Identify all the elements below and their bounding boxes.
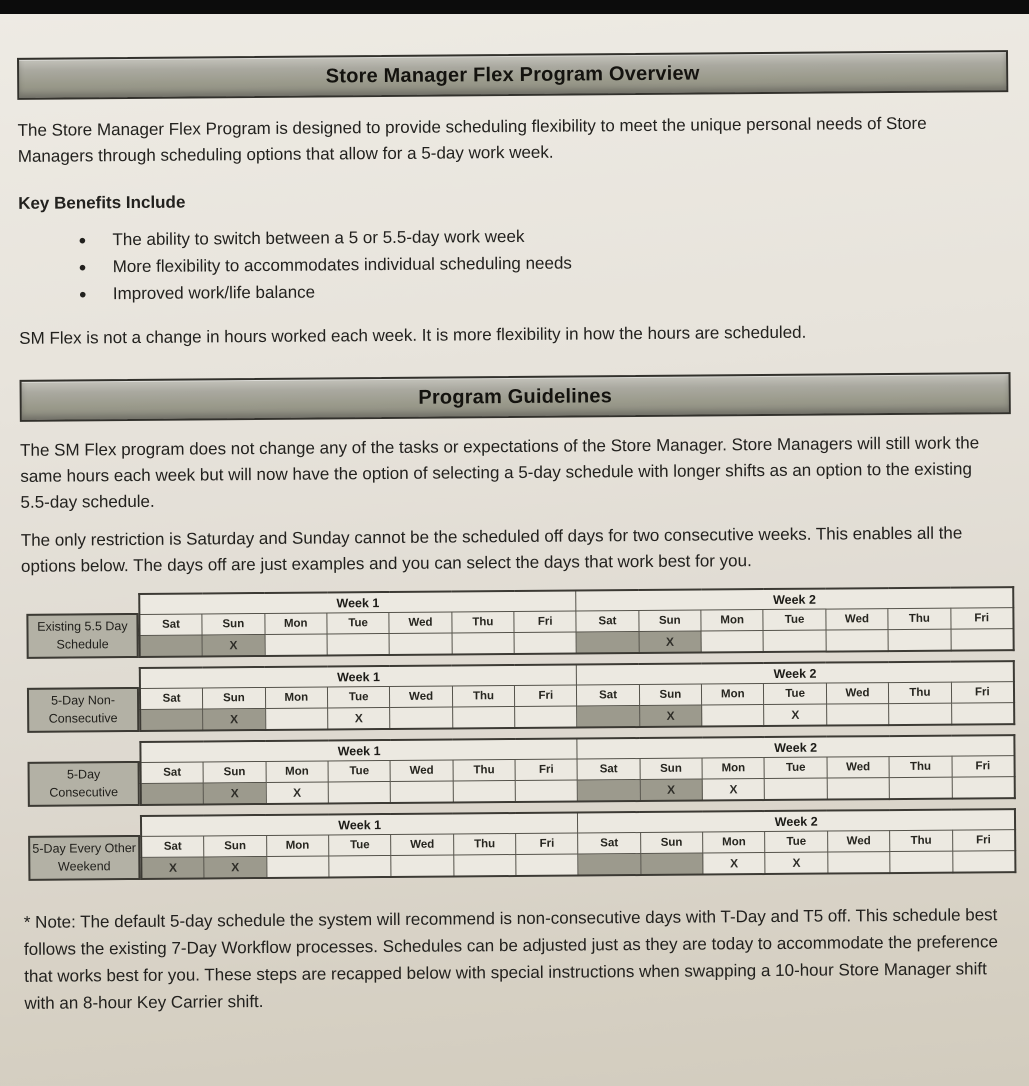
overview-title: Store Manager Flex Program Overview <box>325 62 700 87</box>
day-cell <box>265 634 328 656</box>
day-header: Thu <box>453 834 516 855</box>
day-cell <box>391 781 454 803</box>
day-header: Wed <box>390 686 453 707</box>
schedule-table <box>28 808 1016 881</box>
day-cell: X <box>639 705 702 727</box>
table-label-line: Existing 5.5 Day <box>37 619 128 634</box>
day-cell <box>889 777 952 799</box>
bullet-icon: ● <box>78 286 87 302</box>
day-header: Tue <box>765 831 828 852</box>
benefit-text: The ability to switch between a 5 or 5.5-day work week <box>112 226 525 250</box>
day-cell: X <box>639 631 702 653</box>
table-label-line: 5-Day Non- <box>50 693 116 708</box>
day-cell: X <box>702 779 765 801</box>
day-header: Sat <box>576 611 638 632</box>
schedule-table <box>27 660 1015 733</box>
schedule-grid <box>140 808 1017 880</box>
day-cell <box>951 703 1014 725</box>
day-header: Mon <box>266 761 329 782</box>
day-cell <box>391 855 454 877</box>
day-header: Fri <box>514 611 576 632</box>
day-header: Wed <box>391 834 454 855</box>
day-header: Thu <box>453 760 516 781</box>
guidelines-paragraph-2: The only restriction is Saturday and Sunday cannot be the scheduled off days for two consecutive weeks. This enables all the options below. The days off are just examples and you can select the days that work best for you. <box>20 523 963 576</box>
document-page <box>0 50 1029 1017</box>
day-header: Fri <box>515 685 577 706</box>
day-header: Sun <box>639 610 702 631</box>
day-cell <box>141 783 204 805</box>
sm-flex-note: SM Flex is not a change in hours worked each week. It is more flexibility in how the hours are scheduled. <box>19 322 807 348</box>
day-header: Sun <box>640 832 703 853</box>
day-cell <box>329 855 392 877</box>
day-header: Sat <box>140 688 203 709</box>
day-cell <box>701 631 764 653</box>
day-header: Sun <box>204 835 267 856</box>
bullet-icon: ● <box>78 259 87 275</box>
table-label <box>26 613 138 659</box>
day-cell <box>390 707 453 729</box>
day-header: Fri <box>952 830 1015 851</box>
benefits-list <box>16 219 1012 308</box>
day-cell <box>826 704 889 726</box>
day-header: Wed <box>389 612 452 633</box>
table-label-line: Consecutive <box>49 784 119 800</box>
day-header: Thu <box>452 686 515 707</box>
table-label-line: 5-Day Every Other <box>32 840 136 856</box>
day-cell <box>515 706 577 728</box>
day-cell <box>514 632 576 654</box>
day-cell <box>702 705 765 727</box>
day-cell <box>576 632 638 654</box>
day-cell <box>888 629 951 651</box>
day-header: Sat <box>141 836 204 857</box>
day-cell: X <box>266 782 329 804</box>
day-header: Sun <box>202 613 265 634</box>
benefits-heading: Key Benefits Include <box>18 192 186 213</box>
day-header: Mon <box>266 835 329 856</box>
day-header: Thu <box>452 612 515 633</box>
schedule-grid <box>139 734 1016 806</box>
day-header: Mon <box>264 613 327 634</box>
table-label <box>27 687 139 733</box>
week-header: Week 1 <box>141 813 578 837</box>
day-header: Fri <box>951 682 1014 703</box>
day-cell <box>328 781 391 803</box>
day-header: Mon <box>702 684 765 705</box>
week-header: Week 2 <box>577 661 1014 685</box>
day-cell <box>890 851 953 873</box>
day-cell: X <box>764 704 827 726</box>
day-cell <box>453 781 516 803</box>
day-cell <box>266 856 329 878</box>
day-header: Fri <box>952 756 1015 777</box>
day-header: Wed <box>827 757 890 778</box>
day-header: Sun <box>640 758 703 779</box>
day-cell <box>516 854 578 876</box>
week-header: Week 1 <box>140 739 577 763</box>
overview-title-bar <box>17 50 1008 100</box>
day-header: Wed <box>390 760 453 781</box>
day-cell: X <box>703 853 766 875</box>
schedule-table <box>26 586 1014 659</box>
week-header: Week 2 <box>578 809 1015 833</box>
day-cell <box>454 855 517 877</box>
day-cell <box>765 778 828 800</box>
day-header: Sat <box>578 833 640 854</box>
day-header: Mon <box>265 687 328 708</box>
week-header: Week 2 <box>577 735 1014 759</box>
day-header: Tue <box>763 609 826 630</box>
table-label-line: Consecutive <box>48 710 118 726</box>
day-cell <box>577 706 639 728</box>
day-header: Tue <box>764 757 827 778</box>
benefit-text: More flexibility to accommodates individual scheduling needs <box>112 253 572 277</box>
day-header: Sat <box>577 685 639 706</box>
day-cell <box>828 852 891 874</box>
footnote: * Note: The default 5-day schedule the system will recommend is non-consecutive days with T-Day and T5 off. This schedule best follows the existing 7-Day Workflow processes. Schedules can be adjusted just as they are today to accommodate the preference that works best for you. These steps are recapped below with special instructions when swapping a 10-hour Store Manager shift with an 8-hour Key Carrier shift. <box>23 905 998 1013</box>
day-cell <box>889 703 952 725</box>
bullet-icon: ● <box>78 232 87 248</box>
day-cell <box>139 635 202 657</box>
day-header: Fri <box>950 608 1013 629</box>
table-label <box>28 761 140 807</box>
day-cell: X <box>203 708 266 730</box>
day-header: Sat <box>139 614 202 635</box>
day-header: Sun <box>203 761 266 782</box>
day-cell <box>952 777 1015 799</box>
guidelines-title-bar <box>20 372 1011 422</box>
day-header: Wed <box>827 831 890 852</box>
day-cell <box>389 633 452 655</box>
day-cell: X <box>141 857 204 879</box>
guidelines-paragraph-1: The SM Flex program does not change any of the tasks or expectations of the Store Manager. Store Managers will still work the same hours each week but will now have the option of selecting a 5-day schedule with longer shifts as an option to the existing 5.5-day schedule. <box>20 433 980 512</box>
day-header: Sat <box>577 759 639 780</box>
day-cell <box>826 630 889 652</box>
day-header: Thu <box>888 608 951 629</box>
week-header: Week 1 <box>139 591 576 615</box>
schedule-tables <box>19 586 1016 881</box>
table-label-line: Schedule <box>56 636 109 652</box>
day-header: Wed <box>826 609 889 630</box>
photo-top-edge <box>0 0 1029 14</box>
day-cell: X <box>765 852 828 874</box>
day-header: Tue <box>329 834 392 855</box>
day-header: Fri <box>516 833 578 854</box>
day-header: Mon <box>701 610 764 631</box>
day-cell <box>265 708 328 730</box>
day-header: Sun <box>203 687 266 708</box>
day-cell <box>640 853 703 875</box>
day-cell <box>578 780 640 802</box>
week-header: Week 2 <box>576 587 1013 611</box>
day-header: Thu <box>889 682 952 703</box>
schedule-grid <box>139 660 1016 732</box>
intro-paragraph: The Store Manager Flex Program is designed to provide scheduling flexibility to meet the unique personal needs of Store Managers through scheduling options that allow for a 5-day work week. <box>17 113 927 166</box>
day-cell: X <box>204 856 267 878</box>
schedule-grid <box>138 586 1015 658</box>
day-header: Tue <box>328 760 391 781</box>
day-header: Fri <box>515 759 577 780</box>
day-cell: X <box>328 707 391 729</box>
day-cell <box>327 633 390 655</box>
day-header: Wed <box>826 683 889 704</box>
table-label-line: Weekend <box>57 858 111 874</box>
day-header: Tue <box>327 686 390 707</box>
day-header: Mon <box>702 758 765 779</box>
day-cell <box>515 780 577 802</box>
day-cell <box>452 707 515 729</box>
day-cell: X <box>203 782 266 804</box>
benefit-text: Improved work/life balance <box>112 282 316 304</box>
day-cell <box>763 630 826 652</box>
day-header: Tue <box>764 683 827 704</box>
table-label-line: 5-Day <box>66 767 101 782</box>
day-cell <box>140 709 203 731</box>
day-header: Thu <box>890 830 953 851</box>
day-cell <box>578 854 640 876</box>
table-label <box>28 835 140 881</box>
guidelines-title: Program Guidelines <box>418 384 613 409</box>
day-cell <box>952 851 1015 873</box>
schedule-table <box>27 734 1015 807</box>
day-header: Sun <box>639 684 702 705</box>
day-cell <box>452 633 515 655</box>
day-cell <box>827 778 890 800</box>
day-header: Thu <box>889 756 952 777</box>
day-header: Mon <box>703 832 766 853</box>
day-header: Sat <box>140 762 203 783</box>
week-header: Week 1 <box>140 665 577 689</box>
day-cell: X <box>202 634 265 656</box>
day-header: Tue <box>327 612 390 633</box>
day-cell <box>951 629 1014 651</box>
day-cell: X <box>640 779 703 801</box>
